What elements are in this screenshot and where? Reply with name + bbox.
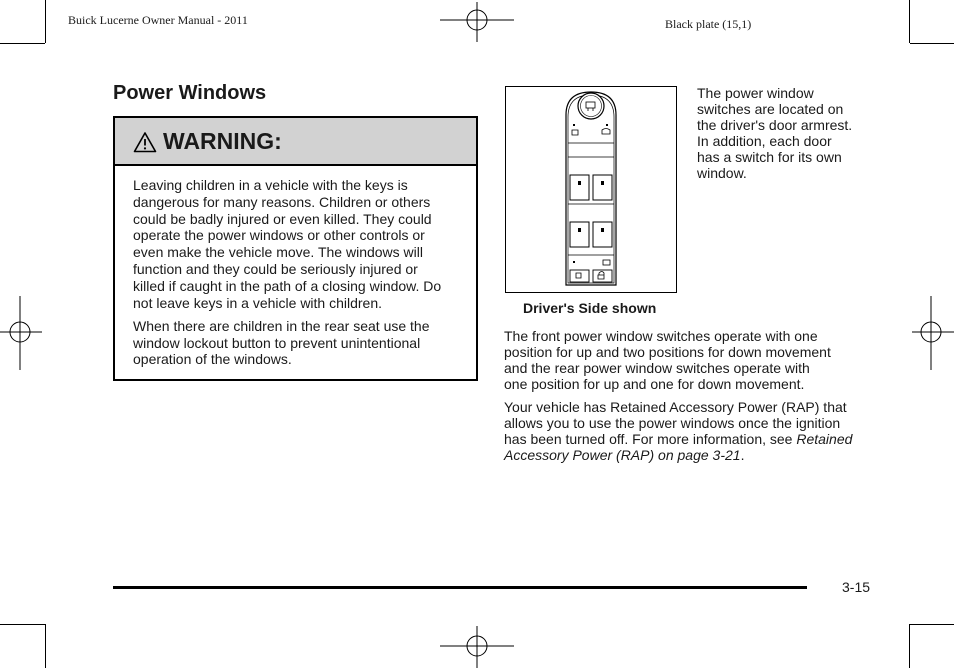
text-line: the driver's door armrest. (697, 117, 853, 133)
text-line: Your vehicle has Retained Accessory Power (RAP) that (504, 399, 847, 415)
page-reference-link[interactable]: Retained (796, 431, 853, 447)
text-line: The power window (697, 85, 814, 101)
registration-mark-left (0, 296, 42, 370)
footer-rule (113, 586, 807, 589)
body-text (504, 328, 874, 470)
warning-triangle-icon (133, 131, 157, 153)
text-line (504, 431, 874, 447)
body-paragraph-2 (504, 399, 874, 463)
page-number: 3-15 (842, 579, 871, 595)
text-line: When there are children in the rear seat use the (133, 317, 430, 334)
power-window-switch-figure (505, 86, 677, 293)
warning-header (115, 118, 476, 166)
figure-caption: Driver's Side shown (523, 300, 657, 316)
text-line: even make the vehicle move. The windows will (133, 244, 423, 261)
text-line: and the rear power window switches operate with (504, 360, 810, 376)
header-manual-title: Buick Lucerne Owner Manual - 2011 (68, 13, 248, 27)
header-plate-info: Black plate (15,1) (665, 17, 752, 31)
body-paragraph-1 (504, 328, 874, 392)
page-reference-link[interactable]: Accessory Power (RAP) on page 3-21 (504, 447, 741, 463)
driver-door-switch-panel-illustration (506, 87, 676, 292)
text-line: allows you to use the power windows once the ignition (504, 415, 841, 431)
warning-paragraph-2 (133, 318, 463, 368)
text-line: operation of the windows. (133, 351, 292, 368)
registration-mark-right (912, 296, 954, 370)
text-line: switches are located on (697, 101, 844, 117)
warning-box (113, 116, 478, 381)
section-title: Power Windows (113, 82, 267, 104)
text-line: window lockout button to prevent unintentional (133, 334, 421, 351)
text-line: window. (697, 165, 747, 181)
text-line: The front power window switches operate with one (504, 328, 818, 344)
text-run: has been turned off. For more information, see (504, 431, 797, 447)
text-line: not leave keys in a vehicle with children. (133, 294, 383, 311)
text-line: Leaving children in a vehicle with the keys is (133, 177, 408, 193)
warning-body (133, 177, 463, 375)
text-line: position for up and two positions for down movement (504, 344, 831, 360)
text-line (504, 447, 874, 463)
side-description (697, 85, 872, 181)
text-run: . (740, 447, 745, 463)
text-line: killed if caught in the path of a closing window. Do (133, 277, 442, 294)
text-line: dangerous for many reasons. Children or others (133, 193, 431, 210)
text-line: has a switch for its own (697, 149, 842, 165)
warning-paragraph-1 (133, 177, 463, 311)
text-line: operate the power windows or other controls or (133, 227, 425, 244)
text-line: could be badly injured or even killed. They could (133, 210, 432, 227)
registration-mark-top (440, 2, 514, 42)
text-line: one position for up and one for down movement. (504, 376, 805, 392)
warning-heading: WARNING: (163, 128, 282, 154)
text-line: In addition, each door (697, 133, 832, 149)
registration-mark-bottom (440, 626, 514, 668)
text-line: function and they could be seriously injured or (133, 260, 418, 277)
